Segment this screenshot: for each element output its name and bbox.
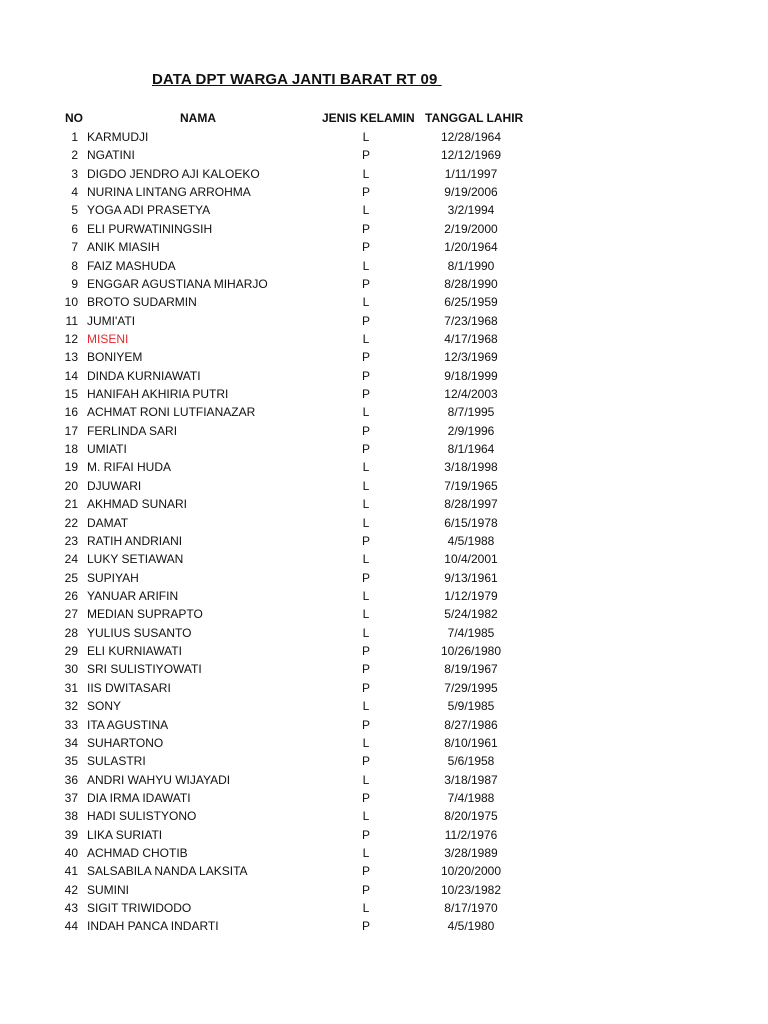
- row-jenis-kelamin: L: [362, 203, 370, 218]
- row-number: 12: [64, 331, 78, 346]
- row-jenis-kelamin: P: [361, 882, 370, 897]
- row-jenis-kelamin: L: [362, 166, 370, 181]
- row-nama: FAIZ MASHUDA: [87, 258, 176, 273]
- row-number: 9: [71, 276, 78, 291]
- row-jenis-kelamin: P: [361, 919, 370, 934]
- table-row: [0, 312, 768, 330]
- row-nama: NGATINI: [87, 148, 135, 163]
- row-tanggal-lahir: 1/11/1997: [444, 166, 498, 181]
- table-row: [0, 514, 768, 532]
- row-tanggal-lahir: 12/3/1969: [444, 350, 498, 365]
- row-tanggal-lahir: 8/28/1990: [444, 276, 498, 291]
- row-nama: HANIFAH AKHIRIA PUTRI: [87, 387, 229, 402]
- row-jenis-kelamin: L: [362, 625, 370, 640]
- row-nama: HADI SULISTYONO: [87, 809, 197, 824]
- row-tanggal-lahir: 12/28/1964: [440, 130, 502, 144]
- table-row: [0, 293, 768, 311]
- row-number: 8: [71, 258, 78, 273]
- table-body: [0, 128, 768, 936]
- table-row: [0, 165, 768, 183]
- row-number: 24: [64, 552, 78, 567]
- row-number: 34: [64, 735, 78, 750]
- row-tanggal-lahir: 12/4/2003: [444, 387, 498, 402]
- table-header: [0, 111, 768, 127]
- row-tanggal-lahir: 5/6/1958: [447, 754, 495, 769]
- row-jenis-kelamin: L: [362, 735, 370, 750]
- row-jenis-kelamin: P: [361, 644, 370, 659]
- row-tanggal-lahir: 8/19/1967: [444, 662, 498, 677]
- header-jenis-kelamin: JENIS KELAMIN: [322, 111, 415, 125]
- row-number: 15: [64, 387, 78, 402]
- row-nama: DJUWARI: [87, 478, 142, 493]
- row-nama: KARMUDJI: [87, 130, 149, 144]
- row-number: 2: [71, 148, 78, 163]
- table-row: [0, 679, 768, 697]
- row-nama: ANDRI WAHYU WIJAYADI: [87, 772, 231, 787]
- table-row: [0, 220, 768, 238]
- row-number: 14: [64, 368, 78, 383]
- row-nama: DAMAT: [87, 515, 129, 530]
- header-nama: NAMA: [180, 111, 216, 125]
- table-row: [0, 899, 768, 917]
- row-jenis-kelamin: P: [361, 350, 370, 365]
- row-tanggal-lahir: 7/4/1985: [447, 625, 495, 640]
- row-jenis-kelamin: L: [362, 515, 370, 530]
- row-number: 25: [64, 570, 78, 585]
- table-row: [0, 917, 768, 935]
- table-row: [0, 752, 768, 770]
- row-tanggal-lahir: 10/26/1980: [440, 644, 502, 659]
- row-jenis-kelamin: P: [361, 570, 370, 585]
- row-number: 33: [64, 717, 78, 732]
- row-number: 30: [64, 662, 78, 677]
- table-row: [0, 238, 768, 256]
- row-number: 4: [71, 185, 78, 200]
- row-jenis-kelamin: P: [361, 240, 370, 255]
- row-tanggal-lahir: 3/18/1998: [444, 460, 498, 475]
- row-tanggal-lahir: 2/19/2000: [444, 221, 498, 236]
- table-row: [0, 201, 768, 219]
- table-row: [0, 495, 768, 513]
- row-nama: SULASTRI: [87, 754, 146, 769]
- table-row: [0, 660, 768, 678]
- row-number: 3: [71, 166, 78, 181]
- table-row: [0, 697, 768, 715]
- row-nama: ITA AGUSTINA: [87, 717, 169, 732]
- table-row: [0, 807, 768, 825]
- header-no: NO: [65, 111, 83, 125]
- row-number: 21: [64, 497, 78, 512]
- table-row: [0, 771, 768, 789]
- row-nama: DINDA KURNIAWATI: [87, 368, 201, 383]
- row-jenis-kelamin: P: [361, 276, 370, 291]
- row-nama: JUMI'ATI: [87, 313, 136, 328]
- row-jenis-kelamin: L: [362, 405, 370, 420]
- row-nama: YANUAR ARIFIN: [87, 588, 179, 603]
- row-tanggal-lahir: 4/5/1980: [447, 919, 495, 934]
- row-tanggal-lahir: 5/9/1985: [447, 699, 495, 714]
- table-row: [0, 458, 768, 476]
- row-nama: AKHMAD SUNARI: [87, 497, 188, 512]
- table-row: [0, 367, 768, 385]
- row-jenis-kelamin: L: [362, 846, 370, 861]
- row-tanggal-lahir: 8/20/1975: [444, 809, 498, 824]
- row-number: 36: [64, 772, 78, 787]
- row-nama: SONY: [87, 699, 122, 714]
- row-tanggal-lahir: 8/28/1997: [444, 497, 498, 512]
- table-row: [0, 403, 768, 421]
- row-nama: ELI KURNIAWATI: [87, 644, 182, 659]
- row-number: 18: [64, 442, 78, 457]
- row-jenis-kelamin: P: [361, 662, 370, 677]
- row-nama: SUPIYAH: [87, 570, 139, 585]
- row-nama: ANIK MIASIH: [87, 240, 160, 255]
- row-jenis-kelamin: P: [361, 368, 370, 383]
- row-tanggal-lahir: 3/18/1987: [444, 772, 498, 787]
- row-nama: FERLINDA SARI: [87, 423, 178, 438]
- table-row: [0, 146, 768, 164]
- row-number: 20: [64, 478, 78, 493]
- row-jenis-kelamin: L: [362, 130, 370, 144]
- table-row: [0, 789, 768, 807]
- table-row: [0, 330, 768, 348]
- row-tanggal-lahir: 10/4/2001: [444, 552, 498, 567]
- row-nama: YOGA ADI PRASETYA: [87, 203, 211, 218]
- row-nama: SALSABILA NANDA LAKSITA: [87, 864, 248, 879]
- row-tanggal-lahir: 10/23/1982: [440, 882, 502, 897]
- row-nama: RATIH ANDRIANI: [87, 533, 183, 548]
- row-jenis-kelamin: P: [361, 185, 370, 200]
- row-number: 44: [64, 919, 78, 934]
- row-tanggal-lahir: 3/28/1989: [444, 846, 498, 861]
- row-tanggal-lahir: 6/15/1978: [444, 515, 498, 530]
- row-number: 42: [64, 882, 78, 897]
- row-number: 11: [65, 313, 78, 328]
- table-row: [0, 624, 768, 642]
- row-nama: INDAH PANCA INDARTI: [87, 919, 219, 934]
- table-row: [0, 440, 768, 458]
- row-number: 31: [64, 680, 78, 695]
- row-number: 26: [64, 588, 78, 603]
- row-tanggal-lahir: 6/25/1959: [444, 295, 498, 310]
- row-nama: ELI PURWATININGSIH: [87, 221, 213, 236]
- table-row: [0, 734, 768, 752]
- row-jenis-kelamin: P: [361, 442, 370, 457]
- row-tanggal-lahir: 1/20/1964: [444, 240, 498, 255]
- table-row: [0, 716, 768, 734]
- document-title: DATA DPT WARGA JANTI BARAT RT 09: [152, 71, 442, 88]
- row-tanggal-lahir: 8/27/1986: [444, 717, 498, 732]
- row-nama: DIA IRMA IDAWATI: [87, 790, 191, 805]
- row-jenis-kelamin: L: [362, 497, 370, 512]
- row-jenis-kelamin: L: [362, 460, 370, 475]
- table-row: [0, 605, 768, 623]
- row-jenis-kelamin: L: [362, 478, 370, 493]
- row-number: 37: [64, 790, 78, 805]
- row-number: 29: [64, 644, 78, 659]
- row-tanggal-lahir: 1/12/1979: [444, 588, 498, 603]
- row-jenis-kelamin: L: [362, 295, 370, 310]
- row-nama: BONIYEM: [87, 350, 143, 365]
- table-row: [0, 587, 768, 605]
- row-jenis-kelamin: L: [362, 772, 370, 787]
- row-number: 38: [64, 809, 78, 824]
- row-number: 7: [71, 240, 78, 255]
- row-tanggal-lahir: 4/17/1968: [444, 331, 498, 346]
- header-tanggal-lahir: TANGGAL LAHIR: [425, 111, 524, 125]
- row-jenis-kelamin: P: [361, 680, 370, 695]
- row-tanggal-lahir: 8/17/1970: [444, 901, 498, 916]
- row-number: 19: [64, 460, 78, 475]
- row-nama: SIGIT TRIWIDODO: [87, 901, 192, 916]
- row-tanggal-lahir: 9/13/1961: [444, 570, 498, 585]
- table-row: [0, 183, 768, 201]
- row-nama: ENGGAR AGUSTIANA MIHARJO: [87, 276, 268, 291]
- row-jenis-kelamin: P: [361, 313, 370, 328]
- row-nama: LUKY SETIAWAN: [87, 552, 184, 567]
- row-tanggal-lahir: 10/20/2000: [440, 864, 502, 879]
- table-row: [0, 422, 768, 440]
- table-row: [0, 348, 768, 366]
- row-nama: SRI SULISTIYOWATI: [87, 662, 202, 677]
- table-row: [0, 881, 768, 899]
- table-row: [0, 844, 768, 862]
- row-tanggal-lahir: 5/24/1982: [444, 607, 498, 622]
- row-nama: SUHARTONO: [87, 735, 164, 750]
- table-row: [0, 642, 768, 660]
- row-tanggal-lahir: 9/18/1999: [444, 368, 498, 383]
- row-nama: LIKA SURIATI: [87, 827, 163, 842]
- row-tanggal-lahir: 8/1/1964: [447, 442, 495, 457]
- table-row: [0, 257, 768, 275]
- row-number: 28: [64, 625, 78, 640]
- row-number: 35: [64, 754, 78, 769]
- row-nama: SUMINI: [87, 882, 129, 897]
- table-row: [0, 128, 768, 146]
- row-jenis-kelamin: P: [361, 423, 370, 438]
- table-row: [0, 532, 768, 550]
- table-row: [0, 862, 768, 880]
- row-nama: M. RIFAI HUDA: [87, 460, 172, 475]
- row-jenis-kelamin: P: [361, 387, 370, 402]
- row-nama: UMIATI: [87, 442, 127, 457]
- row-nama: BROTO SUDARMIN: [87, 295, 197, 310]
- row-tanggal-lahir: 12/12/1969: [440, 148, 502, 163]
- row-jenis-kelamin: L: [362, 699, 370, 714]
- row-jenis-kelamin: L: [362, 607, 370, 622]
- table-row: [0, 569, 768, 587]
- row-number: 23: [64, 533, 78, 548]
- row-tanggal-lahir: 8/7/1995: [447, 405, 495, 420]
- row-nama: IIS DWITASARI: [87, 680, 171, 695]
- row-tanggal-lahir: 7/23/1968: [444, 313, 498, 328]
- row-number: 32: [64, 699, 78, 714]
- row-tanggal-lahir: 8/10/1961: [444, 735, 498, 750]
- row-tanggal-lahir: 9/19/2006: [444, 185, 498, 200]
- row-jenis-kelamin: P: [361, 864, 370, 879]
- table-row: [0, 477, 768, 495]
- row-jenis-kelamin: L: [362, 258, 370, 273]
- row-jenis-kelamin: P: [361, 790, 370, 805]
- row-number: 39: [64, 827, 78, 842]
- row-jenis-kelamin: L: [362, 901, 370, 916]
- row-jenis-kelamin: P: [361, 827, 370, 842]
- row-tanggal-lahir: 4/5/1988: [447, 533, 495, 548]
- row-jenis-kelamin: L: [362, 588, 370, 603]
- row-jenis-kelamin: P: [361, 148, 370, 163]
- table-row: [0, 826, 768, 844]
- row-nama: DIGDO JENDRO AJI KALOEKO: [87, 166, 260, 181]
- row-number: 6: [71, 221, 78, 236]
- row-nama: NURINA LINTANG ARROHMA: [87, 185, 251, 200]
- row-tanggal-lahir: 11/2/1976: [444, 827, 498, 842]
- table-row: [0, 385, 768, 403]
- row-jenis-kelamin: P: [361, 717, 370, 732]
- row-number: 40: [64, 846, 78, 861]
- row-jenis-kelamin: L: [362, 552, 370, 567]
- table-row: [0, 275, 768, 293]
- row-tanggal-lahir: 7/19/1965: [444, 478, 498, 493]
- row-number: 13: [64, 350, 78, 365]
- row-nama: MISENI: [87, 331, 129, 346]
- row-tanggal-lahir: 2/9/1996: [447, 423, 495, 438]
- row-jenis-kelamin: P: [361, 533, 370, 548]
- row-nama: ACHMAD CHOTIB: [87, 846, 188, 861]
- row-tanggal-lahir: 7/29/1995: [444, 680, 498, 695]
- row-jenis-kelamin: P: [361, 754, 370, 769]
- row-jenis-kelamin: L: [362, 809, 370, 824]
- row-jenis-kelamin: P: [361, 221, 370, 236]
- row-number: 1: [71, 130, 78, 144]
- row-jenis-kelamin: L: [362, 331, 370, 346]
- row-number: 5: [71, 203, 78, 218]
- row-nama: YULIUS SUSANTO: [87, 625, 192, 640]
- row-number: 41: [64, 864, 78, 879]
- row-number: 43: [64, 901, 78, 916]
- row-tanggal-lahir: 3/2/1994: [447, 203, 495, 218]
- row-tanggal-lahir: 8/1/1990: [447, 258, 495, 273]
- table-row: [0, 550, 768, 568]
- row-number: 22: [64, 515, 78, 530]
- row-nama: ACHMAT RONI LUTFIANAZAR: [87, 405, 256, 420]
- row-number: 10: [64, 295, 78, 310]
- row-nama: MEDIAN SUPRAPTO: [87, 607, 203, 622]
- row-number: 17: [64, 423, 78, 438]
- row-number: 16: [64, 405, 78, 420]
- row-number: 27: [64, 607, 78, 622]
- row-tanggal-lahir: 7/4/1988: [447, 790, 495, 805]
